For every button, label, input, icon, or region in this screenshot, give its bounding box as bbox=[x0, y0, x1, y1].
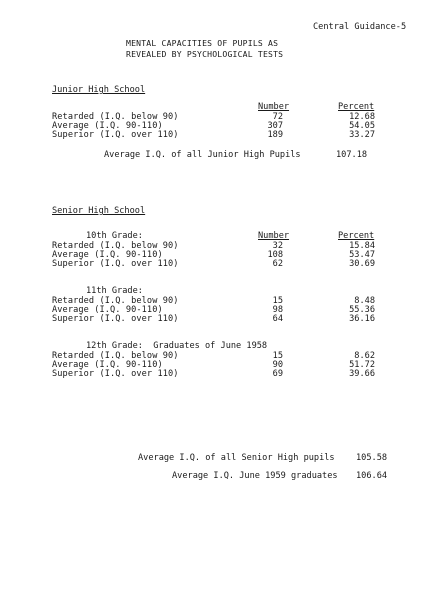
grade10-row-label: Superior (I.Q. over 110) bbox=[52, 259, 179, 269]
grade11-row-percent: 36.16 bbox=[349, 314, 375, 324]
junior-average-label: Average I.Q. of all Junior High Pupils bbox=[104, 150, 301, 160]
grade12-row-number: 90 bbox=[272, 360, 283, 370]
senior-col-number: Number bbox=[258, 231, 290, 241]
senior-col-percent: Percent bbox=[338, 231, 375, 241]
grade12-row-label: Retarded (I.Q. below 90) bbox=[52, 351, 179, 361]
grade10-title: 10th Grade: bbox=[86, 231, 143, 241]
junior-col-number: Number bbox=[258, 102, 290, 112]
grade11-row-label: Average (I.Q. 90-110) bbox=[52, 305, 163, 315]
junior-row-number: 72 bbox=[272, 112, 283, 122]
grade11-row-percent: 55.36 bbox=[349, 305, 375, 315]
grade10-row-number: 62 bbox=[272, 259, 283, 269]
junior-col-percent: Percent bbox=[338, 102, 375, 112]
grade11-row-label: Superior (I.Q. over 110) bbox=[52, 314, 179, 324]
grade10-row-percent: 30.69 bbox=[349, 259, 375, 269]
grade10-row-percent: 15.84 bbox=[349, 241, 375, 251]
junior-row-label: Retarded (I.Q. below 90) bbox=[52, 112, 179, 122]
grade12-row-label: Superior (I.Q. over 110) bbox=[52, 369, 179, 379]
grade11-row-percent: 8.48 bbox=[354, 296, 375, 306]
grade12-row-percent: 39.66 bbox=[349, 369, 375, 379]
grade10-row-label: Retarded (I.Q. below 90) bbox=[52, 241, 179, 251]
junior-row-percent: 54.05 bbox=[349, 121, 375, 131]
senior-average-all-value: 105.58 bbox=[356, 453, 388, 463]
grade10-row-number: 32 bbox=[272, 241, 283, 251]
junior-heading: Junior High School bbox=[52, 85, 146, 95]
page-reference: Central Guidance-5 bbox=[313, 22, 407, 32]
senior-average-1959-value: 106.64 bbox=[356, 471, 388, 481]
junior-row-label: Average (I.Q. 90-110) bbox=[52, 121, 163, 131]
junior-average-value: 107.18 bbox=[336, 150, 368, 160]
senior-average-all-label: Average I.Q. of all Senior High pupils bbox=[138, 453, 335, 463]
junior-row-label: Superior (I.Q. over 110) bbox=[52, 130, 179, 140]
junior-row-percent: 12.68 bbox=[349, 112, 375, 122]
grade12-row-percent: 8.62 bbox=[354, 351, 375, 361]
grade12-title: 12th Grade: Graduates of June 1958 bbox=[86, 341, 268, 351]
grade11-row-number: 98 bbox=[272, 305, 283, 315]
junior-row-number: 307 bbox=[267, 121, 283, 131]
grade12-row-number: 69 bbox=[272, 369, 283, 379]
grade11-row-number: 64 bbox=[272, 314, 283, 324]
senior-heading: Senior High School bbox=[52, 206, 146, 216]
grade11-row-number: 15 bbox=[272, 296, 283, 306]
grade12-row-number: 15 bbox=[272, 351, 283, 361]
title-line-2: REVEALED BY PSYCHOLOGICAL TESTS bbox=[126, 49, 284, 59]
junior-row-percent: 33.27 bbox=[349, 130, 375, 140]
senior-average-1959-label: Average I.Q. June 1959 graduates bbox=[172, 471, 338, 481]
junior-row-number: 189 bbox=[267, 130, 283, 140]
grade11-title: 11th Grade: bbox=[86, 286, 143, 296]
title-line-1: MENTAL CAPACITIES OF PUPILS AS bbox=[126, 38, 279, 48]
grade12-row-percent: 51.72 bbox=[349, 360, 375, 370]
grade10-row-number: 108 bbox=[267, 250, 283, 260]
grade10-row-percent: 53.47 bbox=[349, 250, 375, 260]
grade11-row-label: Retarded (I.Q. below 90) bbox=[52, 296, 179, 306]
grade12-row-label: Average (I.Q. 90-110) bbox=[52, 360, 163, 370]
grade10-row-label: Average (I.Q. 90-110) bbox=[52, 250, 163, 260]
